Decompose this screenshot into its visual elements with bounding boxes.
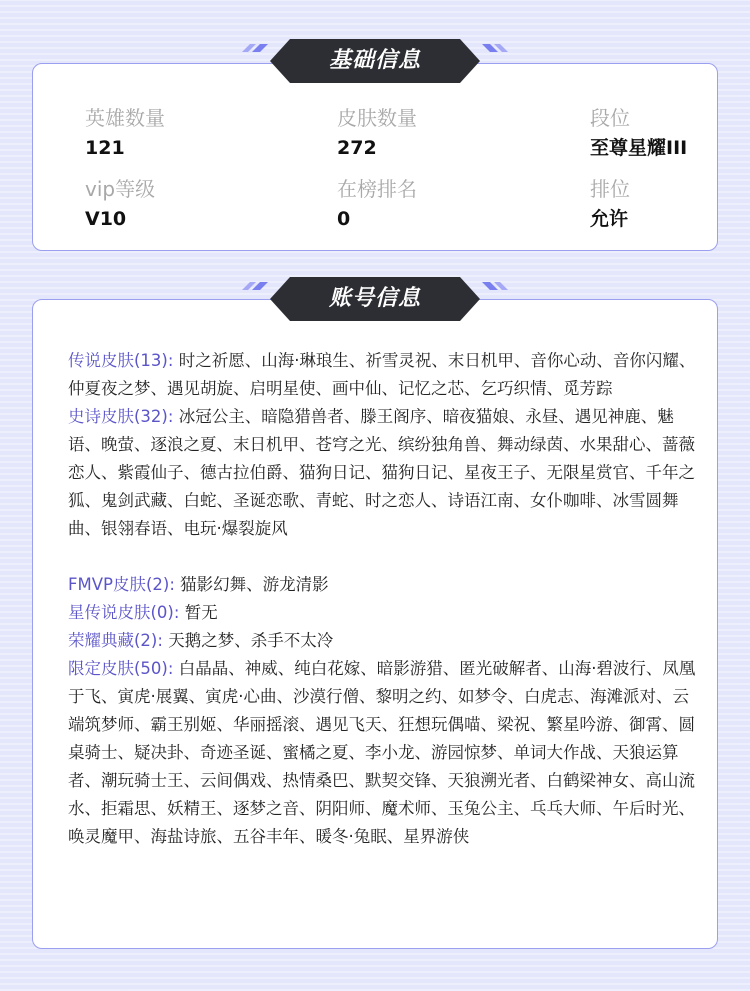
stat-value: 允许	[590, 208, 629, 230]
category-label: 荣耀典藏(2):	[68, 631, 163, 650]
stat-vip-level	[85, 176, 155, 232]
skin-list	[68, 347, 700, 851]
stat-label: 英雄数量	[85, 106, 165, 130]
category-label: 史诗皮肤(32):	[68, 407, 174, 426]
category-items: 暂无	[184, 603, 218, 622]
stat-value: 0	[337, 208, 351, 230]
category-label: 星传说皮肤(0):	[68, 603, 180, 622]
account-info-title-tab	[240, 276, 510, 322]
skin-category-epic	[68, 403, 700, 543]
skin-category-fmvp	[68, 571, 700, 599]
category-label: 传说皮肤(13):	[68, 351, 174, 370]
spacer	[68, 543, 700, 571]
stat-ranked-allowed	[590, 176, 630, 232]
category-items: 猫影幻舞、游龙清影	[180, 575, 329, 594]
stat-value: 121	[85, 137, 125, 159]
basic-info-title: 基础信息	[328, 48, 421, 73]
stat-label: 排位	[590, 177, 630, 201]
basic-info-title-tab	[240, 38, 510, 84]
skin-category-star-legendary	[68, 599, 700, 627]
stat-value: V10	[85, 208, 127, 230]
skin-category-limited	[68, 655, 700, 851]
stat-value: 至尊星耀III	[590, 137, 688, 159]
stat-label: 皮肤数量	[337, 106, 417, 130]
category-label: FMVP皮肤(2):	[68, 575, 175, 594]
stat-rank-tier	[590, 105, 687, 161]
category-items: 白晶晶、神威、纯白花嫁、暗影游猎、匿光破解者、山海·碧波行、凤凰于飞、寅虎·展翼、寅虎·心曲、沙漠行僧、黎明之约、如梦令、白虎志、海滩派对、云端筑梦师、霸王别姬、华丽摇滚、遇见飞天、狂想玩偶喵、梁祝、繁星吟游、御霄、圆桌骑士、疑决卦、奇迹圣诞、蜜橘之夏、李小龙、游园惊梦、单词大作战、天狼运算者、潮玩骑士王、云间偶戏、热情桑巴、默契交锋、天狼溯光者、白鹤梁神女、高山流水、拒霜思、妖精王、逐梦之音、阴阳师、魔术师、玉兔公主、乓乓大师、午后时光、唤灵魔甲、海盐诗旅、五谷丰年、暖冬·兔眠、星界游侠	[68, 659, 696, 846]
category-items: 冰冠公主、暗隐猎兽者、滕王阁序、暗夜猫娘、永昼、遇见神鹿、魅语、晚萤、逐浪之夏、末日机甲、苍穹之光、缤纷独角兽、舞动绿茵、水果甜心、蔷薇恋人、紫霞仙子、德古拉伯爵、猫狗日记、猫狗日记、星夜王子、无限星赏官、千年之狐、鬼剑武藏、白蛇、圣诞恋歌、青蛇、时之恋人、诗语江南、女仆咖啡、冰雪圆舞曲、银翎春语、电玩·爆裂旋风	[68, 407, 695, 538]
stat-skin-count	[337, 105, 417, 161]
category-items: 天鹅之梦、杀手不太冷	[168, 631, 334, 650]
category-label: 限定皮肤(50):	[68, 659, 174, 678]
stat-label: vip等级	[85, 177, 156, 201]
category-items: 时之祈愿、山海·琳琅生、祈雪灵祝、末日机甲、音你心动、音你闪耀、仲夏夜之梦、遇见胡旋、启明星使、画中仙、记忆之芯、乞巧织情、觅芳踪	[68, 351, 696, 398]
skin-category-legendary	[68, 347, 700, 403]
account-info-title: 账号信息	[328, 286, 421, 311]
stat-value: 272	[337, 137, 377, 159]
stat-leaderboard-rank	[337, 176, 417, 232]
stat-label: 在榜排名	[337, 177, 417, 201]
stat-hero-count	[85, 105, 165, 161]
skin-category-glory-collection	[68, 627, 700, 655]
stat-label: 段位	[590, 106, 630, 130]
